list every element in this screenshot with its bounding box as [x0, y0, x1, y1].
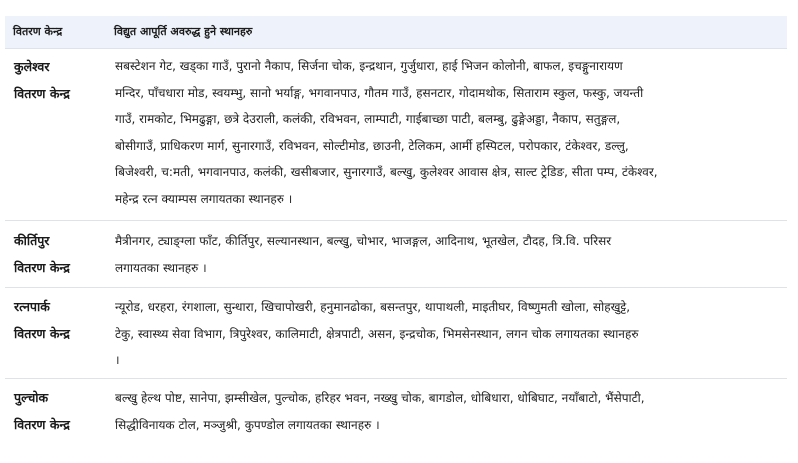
areas-line: सिद्धीविनायक टोल, मञ्जुश्री, कुपण्डोल लगायतका स्थानहरु । — [115, 417, 380, 432]
header-affected-areas: विद्युत आपूर्ति अवरुद्ध हुने स्थानहरु — [114, 25, 253, 38]
distribution-center-name — [14, 228, 110, 281]
center-name-line: वितरण केन्द्र — [14, 325, 70, 341]
areas-line: बिजेश्वरी, च:मती, भगवानपाउ, कलंकी, खसीबजार, सुनारगाउँ, बल्खु, कुलेश्वर आवास क्षेत्र, साल्ट ट्रेडिङ, सीता पम्प, टंकेश्वर, — [115, 165, 658, 179]
areas-line: सबस्टेशन गेट, खड्का गाउँ, पुरानो नैकाप, सिर्जना चोक, इन्द्रथान, गुर्जुधारा, हाई भिजन कोलोनी, बाफल, इचङ्गुनारायण — [115, 59, 623, 73]
table-row — [5, 49, 787, 221]
areas-line: गाउँ, रामकोट, भिमढुङ्गा, छत्रे देउराली, कलंकी, रविभवन, लाम्पाटी, गाईबाच्छा पाटी, बलम्बु, ढुङ्गेअड्डा, नैकाप, सतुङ्गल, — [115, 112, 621, 126]
areas-line: मैत्रीनगर, ट्याङ्ग्ला फाँट, कीर्तिपुर, सल्यानस्थान, बल्खु, चोभार, भाजङ्गल, आदिनाथ, भूतखेल, टौदह, त्रि.वि. परिसर — [115, 234, 612, 248]
affected-areas — [115, 53, 755, 212]
distribution-center-name — [14, 385, 110, 438]
areas-line: न्यूरोड, धरहरा, रंगशाला, सुन्धारा, खिचापोखरी, हनुमानढोका, बसन्तपुर, थापाथली, माइतीघर, विष्णुमती खोला, सोहखुट्टे, — [115, 300, 631, 314]
center-name-line: पुल्चोक — [14, 390, 49, 405]
center-name-line: रत्नपार्क — [14, 299, 50, 314]
areas-line: । — [115, 353, 120, 367]
header-distribution-center: वितरण केन्द्र — [13, 25, 63, 38]
center-name-line: कुलेश्वर — [14, 59, 50, 74]
table-header — [5, 16, 787, 49]
areas-line: महेन्द्र रत्न क्याम्पस लगायतका स्थानहरु । — [115, 191, 293, 206]
affected-areas — [115, 385, 755, 438]
table-row — [5, 222, 787, 288]
areas-line: लगायतका स्थानहरु । — [115, 260, 207, 275]
center-name-line: वितरण केन्द्र — [14, 259, 70, 275]
areas-line: मन्दिर, पाँचधारा मोड, स्वयम्भु, सानो भर्याङ्ग, भगवानपाउ, गौतम गाउँ, हसनटार, गोदामथोक, सिताराम स्कुल, फस्कु, जयन्ती — [115, 85, 644, 100]
table-row — [5, 380, 787, 446]
center-name-line: वितरण केन्द्र — [14, 85, 70, 101]
affected-areas — [115, 294, 755, 374]
distribution-center-name — [14, 294, 110, 347]
center-name-line: वितरण केन्द्र — [14, 416, 70, 432]
areas-line: टेकु, स्वास्थ्य सेवा विभाग, त्रिपुरेश्वर, कालिमाटी, क्षेत्रपाटी, असन, इन्द्रचोक, भिमसेनस्थान, लगन चोक लगायतका स्थानहरु — [115, 326, 639, 341]
areas-line: बोसीगाउँ, प्राधिकरण मार्ग, सुनारगाउँ, रविभवन, सोल्टीमोड, छाउनी, टेलिकम, आर्मी हस्पिटल, परोपकार, टंकेश्वर, डल्लु, — [115, 138, 629, 153]
affected-areas — [115, 228, 755, 281]
center-name-line: कीर्तिपुर — [14, 233, 50, 248]
distribution-center-name — [14, 54, 110, 107]
table-row — [5, 289, 787, 379]
areas-line: बल्खु हेल्थ पोष्ट, सानेपा, झम्सीखेल, पुल्चोक, हरिहर भवन, नख्खु चोक, बागडोल, धोबिधारा, धोबिघाट, नयाँबाटो, भैंसेपाटी, — [115, 391, 645, 405]
